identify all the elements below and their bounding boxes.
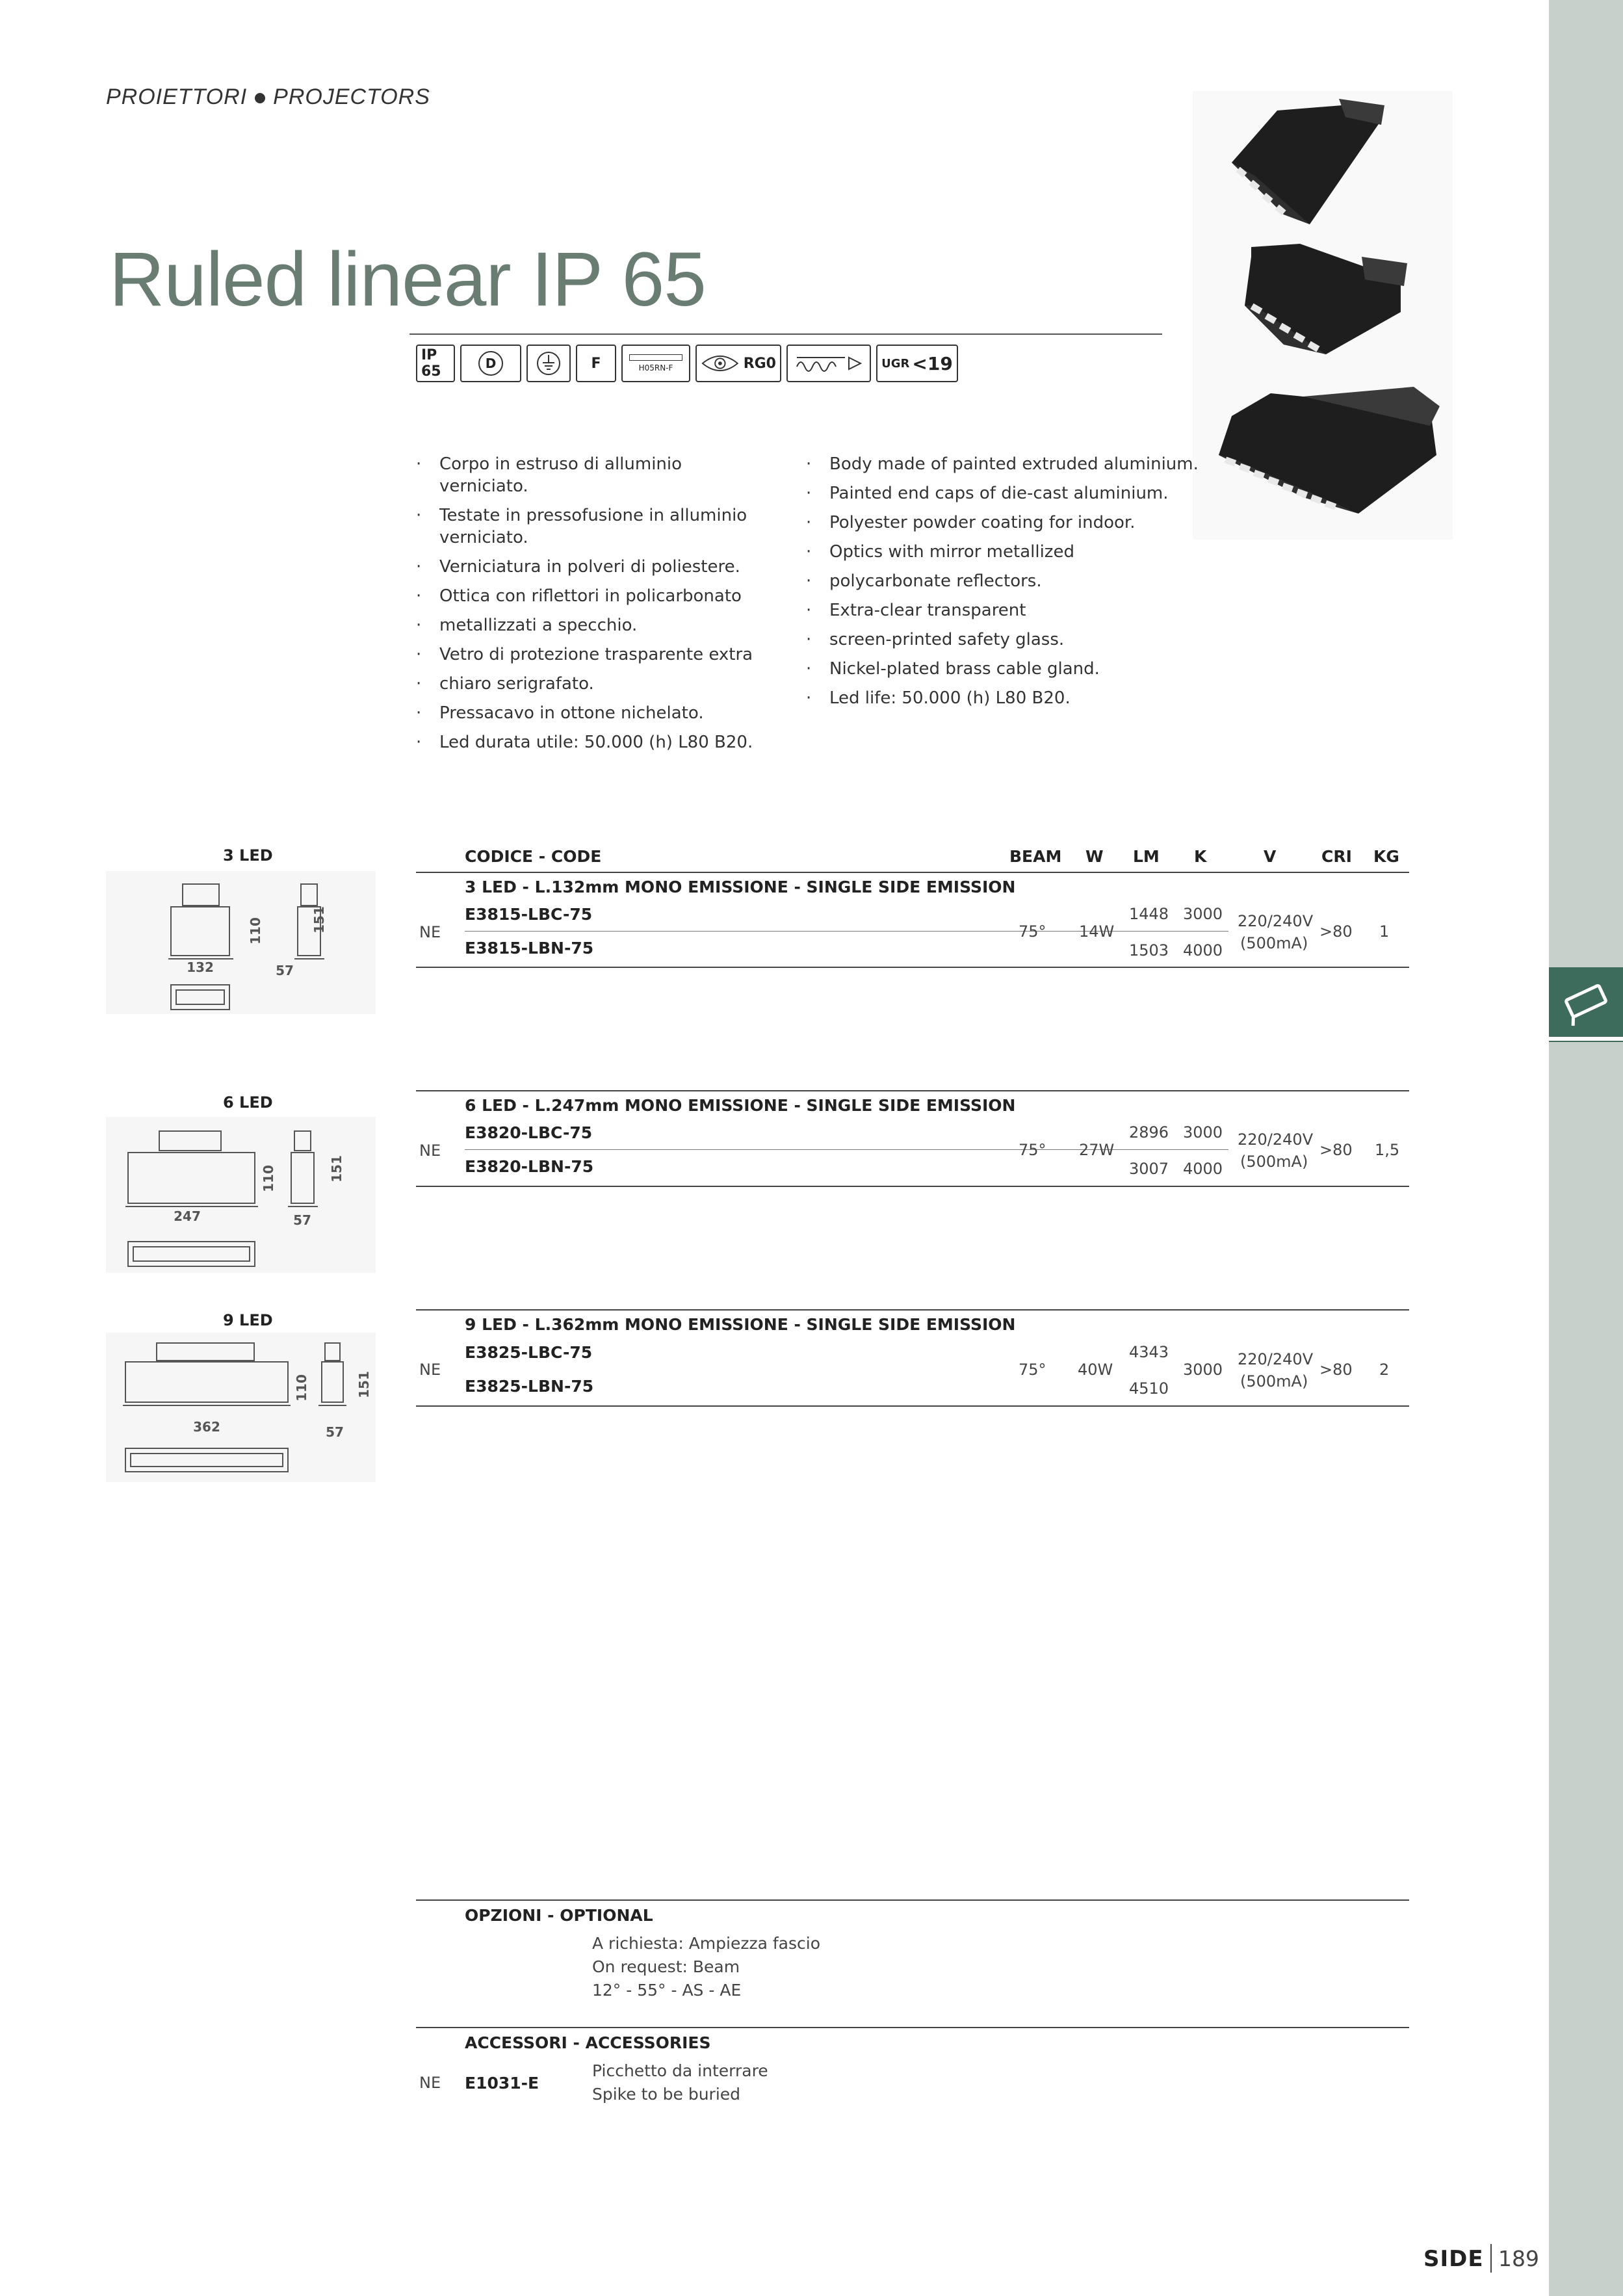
lm-k-divider xyxy=(1119,1149,1228,1150)
header-cri: CRI xyxy=(1321,847,1352,866)
kelvin-value: 3000 xyxy=(1183,1361,1223,1379)
description-en-item: · Extra-clear transparent xyxy=(806,599,1209,621)
technical-drawing xyxy=(106,871,376,1014)
technical-drawing xyxy=(106,1333,376,1482)
description-en-item: · Body made of painted extruded aluminium. xyxy=(806,453,1209,475)
description-en-item: · Optics with mirror metallized xyxy=(806,541,1209,563)
page-title: Ruled linear IP 65 xyxy=(109,237,706,322)
kelvin-value: 4000 xyxy=(1183,1160,1223,1178)
separator-dot xyxy=(255,93,265,103)
cri-value: >80 xyxy=(1319,922,1353,941)
description-en-item: · screen-printed safety glass. xyxy=(806,629,1209,651)
optional-line: A richiesta: Ampiezza fascio xyxy=(592,1934,821,1953)
beam-value: 75° xyxy=(1019,922,1046,941)
group-title: 3 LED - L.132mm MONO EMISSIONE - SINGLE SIDE EMISSION xyxy=(465,878,1016,896)
accessory-code[interactable]: E1031-E xyxy=(465,2074,539,2093)
description-it-item: · Led durata utile: 50.000 (h) L80 B20. xyxy=(416,731,767,753)
description-it-item: · Testate in pressofusione in alluminio verniciato. xyxy=(416,504,767,549)
group-divider xyxy=(416,967,1409,968)
dim-total: 151 xyxy=(329,1155,344,1182)
ugr-label: UGR xyxy=(881,356,910,371)
ugr-icon xyxy=(876,345,958,382)
footer-brand: SIDE xyxy=(1423,2246,1484,2272)
group-divider xyxy=(416,1405,1409,1407)
optional-divider xyxy=(416,1899,1409,1901)
accessory-finish: NE xyxy=(419,2074,441,2092)
kelvin-value: 3000 xyxy=(1183,905,1223,923)
dim-depth: 57 xyxy=(293,1212,311,1228)
earth-ground-icon xyxy=(526,345,571,382)
description-it-item: · Verniciatura in polveri di poliestere. xyxy=(416,556,767,578)
accessory-text xyxy=(592,2059,768,2106)
product-code[interactable]: E3820-LBC-75 xyxy=(465,1123,593,1142)
technical-drawing xyxy=(106,1117,376,1273)
dim-length: 132 xyxy=(187,959,214,975)
risk-group-label: RG0 xyxy=(743,355,776,372)
lumen-value: 4343 xyxy=(1129,1343,1169,1361)
page-number: 189 xyxy=(1498,2246,1539,2271)
group-divider xyxy=(416,1309,1409,1311)
f-mark-icon xyxy=(576,345,616,382)
cable-icon xyxy=(621,345,690,382)
section-tab[interactable] xyxy=(1549,967,1623,1042)
finish: NE xyxy=(419,1141,441,1160)
lm-k-divider xyxy=(1119,931,1228,932)
accessories-divider xyxy=(416,2027,1409,2028)
title-divider xyxy=(409,333,1162,335)
header-v: V xyxy=(1264,847,1277,866)
kg-value: 1 xyxy=(1379,922,1390,941)
group-title: 6 LED - L.247mm MONO EMISSIONE - SINGLE SIDE EMISSION xyxy=(465,1096,1016,1115)
beam-value: 75° xyxy=(1019,1361,1046,1379)
current-value: (500mA) xyxy=(1240,1153,1308,1171)
voltage-value: 220/240V xyxy=(1238,1130,1314,1149)
lumen-value: 4510 xyxy=(1129,1379,1169,1398)
d-mark-icon xyxy=(460,345,521,382)
cable-label: H05RN-F xyxy=(638,363,673,372)
dim-total: 151 xyxy=(311,906,327,933)
dim-total: 151 xyxy=(356,1371,372,1398)
product-code[interactable]: E3815-LBC-75 xyxy=(465,905,593,924)
ip-rating-label: IP 65 xyxy=(421,347,441,380)
voltage-value: 220/240V xyxy=(1238,1350,1314,1368)
dim-height: 110 xyxy=(294,1374,309,1402)
watt-value: 27W xyxy=(1079,1141,1115,1159)
dim-length: 362 xyxy=(193,1419,220,1435)
description-en-item: · Painted end caps of die-cast aluminium. xyxy=(806,482,1209,504)
description-en-item: · polycarbonate reflectors. xyxy=(806,570,1209,592)
group-divider xyxy=(416,1090,1409,1091)
dim-depth: 57 xyxy=(276,963,294,978)
optional-text xyxy=(592,1932,820,2002)
dim-depth: 57 xyxy=(326,1424,344,1440)
led-label: 9 LED xyxy=(223,1311,273,1329)
dim-height: 110 xyxy=(248,917,263,945)
kelvin-value: 3000 xyxy=(1183,1123,1223,1141)
optional-line: On request: Beam xyxy=(592,1957,740,1976)
header-lm: LM xyxy=(1133,847,1160,866)
description-it xyxy=(416,453,767,761)
header-divider xyxy=(416,872,1409,873)
eye-icon xyxy=(701,352,740,374)
product-code[interactable]: E3815-LBN-75 xyxy=(465,939,594,958)
header-k: K xyxy=(1194,847,1207,866)
cri-value: >80 xyxy=(1319,1141,1353,1159)
optional-line: 12° - 55° - AS - AE xyxy=(592,1981,742,2000)
cri-value: >80 xyxy=(1319,1361,1353,1379)
description-it-item: · Pressacavo in ottone nichelato. xyxy=(416,702,767,724)
kg-value: 2 xyxy=(1379,1361,1390,1379)
description-it-item: · metallizzati a specchio. xyxy=(416,614,767,636)
current-value: (500mA) xyxy=(1240,1372,1308,1390)
finish: NE xyxy=(419,1361,441,1379)
accessory-line: Spike to be buried xyxy=(592,2085,741,2104)
header-kg: KG xyxy=(1373,847,1399,866)
current-value: (500mA) xyxy=(1240,934,1308,952)
kg-value: 1,5 xyxy=(1375,1141,1400,1159)
header-code: CODICE - CODE xyxy=(465,847,602,866)
category-it: PROIETTORI xyxy=(106,85,248,109)
tab-underline xyxy=(1549,1037,1623,1041)
projector-icon xyxy=(1549,967,1623,1037)
accessory-line: Picchetto da interrare xyxy=(592,2061,768,2080)
description-en xyxy=(806,453,1209,716)
risk-group-icon xyxy=(695,345,781,382)
footer-separator xyxy=(1490,2244,1492,2273)
finish: NE xyxy=(419,923,441,941)
led-label: 3 LED xyxy=(223,846,273,865)
description-it-item: · Ottica con riflettori in policarbonato xyxy=(416,585,767,607)
description-en-item: · Polyester powder coating for indoor. xyxy=(806,512,1209,534)
lumen-value: 1503 xyxy=(1129,941,1169,959)
ugr-value: <19 xyxy=(912,352,953,374)
description-en-item: · Led life: 50.000 (h) L80 B20. xyxy=(806,687,1209,709)
kelvin-value: 4000 xyxy=(1183,941,1223,959)
dim-height: 110 xyxy=(261,1165,276,1192)
accessories-title: ACCESSORI - ACCESSORIES xyxy=(465,2033,711,2052)
sidebar-strip xyxy=(1549,0,1623,2296)
lumen-value: 1448 xyxy=(1129,905,1169,923)
product-code[interactable]: E3825-LBC-75 xyxy=(465,1343,593,1362)
ip-rating-icon xyxy=(416,345,455,382)
category-breadcrumb xyxy=(106,85,430,110)
beam-value: 75° xyxy=(1019,1141,1046,1159)
led-label: 6 LED xyxy=(223,1093,273,1112)
lumen-value: 3007 xyxy=(1129,1160,1169,1178)
watt-value: 40W xyxy=(1078,1361,1113,1379)
description-it-item: · chiaro serigrafato. xyxy=(416,673,767,695)
header-beam: BEAM xyxy=(1009,847,1062,866)
description-it-item: · Vetro di protezione trasparente extra xyxy=(416,644,767,666)
lumen-value: 2896 xyxy=(1129,1123,1169,1141)
f-mark-label: F xyxy=(591,355,601,372)
header-w: W xyxy=(1085,847,1104,866)
group-title: 9 LED - L.362mm MONO EMISSIONE - SINGLE SIDE EMISSION xyxy=(465,1315,1016,1334)
voltage-value: 220/240V xyxy=(1238,912,1314,930)
group-divider xyxy=(416,1186,1409,1187)
product-photo xyxy=(1193,91,1453,540)
flicker-free-icon xyxy=(786,345,871,382)
dim-length: 247 xyxy=(174,1208,201,1224)
product-code[interactable]: E3825-LBN-75 xyxy=(465,1377,594,1396)
watt-value: 14W xyxy=(1079,922,1115,941)
description-en-item: · Nickel-plated brass cable gland. xyxy=(806,658,1209,680)
certification-icons xyxy=(416,345,958,386)
product-code[interactable]: E3820-LBN-75 xyxy=(465,1157,594,1176)
d-mark-label: D xyxy=(478,351,503,376)
description-it-item: · Corpo in estruso di alluminio verniciato. xyxy=(416,453,767,497)
category-en: PROJECTORS xyxy=(273,85,430,109)
optional-title: OPZIONI - OPTIONAL xyxy=(465,1906,653,1925)
